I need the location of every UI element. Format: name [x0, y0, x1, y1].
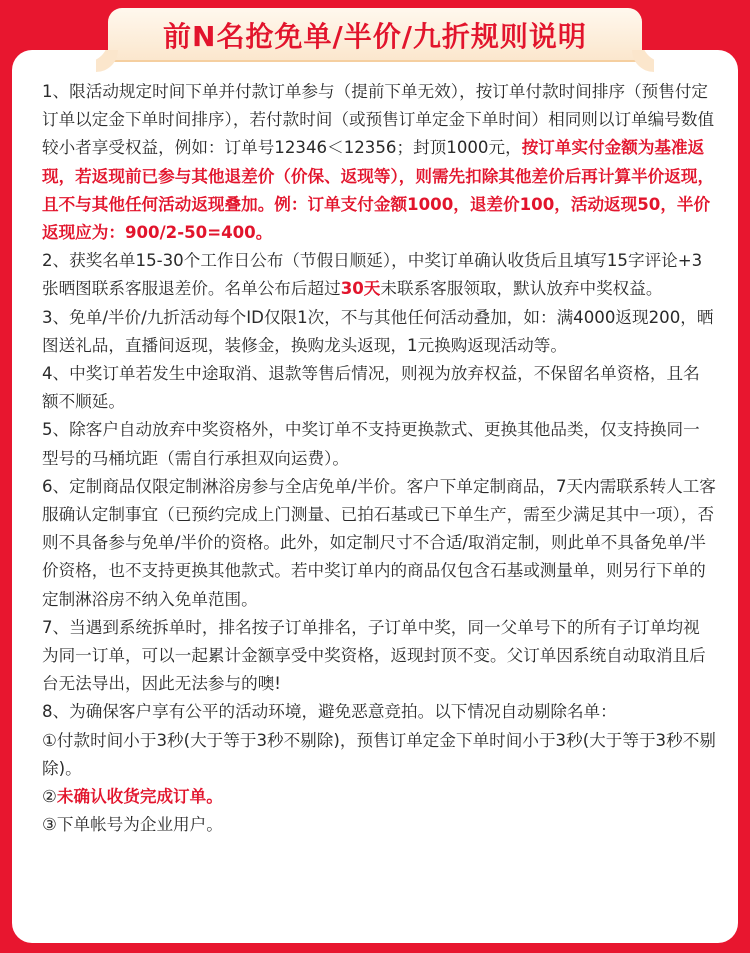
title-banner	[108, 8, 642, 62]
rule-6: 6、定制商品仅限定制淋浴房参与全店免单/半价。客户下单定制商品，7天内需联系转人工客服确认定制事宜（已预约完成上门测量、已拍石基或已下单生产，需至少满足其中一项），否则不具备参与免单/半价的资格。此外，如定制尺寸不合适/取消定制，则此单不具备免单/半价资格，也不支持更换其他款式。若中奖订单内的商品仅包含石基或测量单，则另行下单的定制淋浴房不纳入免单范围。	[42, 476, 716, 609]
rule-7: 7、当遇到系统拆单时，排名按子订单排名，子订单中奖，同一父单号下的所有子订单均视为同一订单，可以一起累计金额享受中奖资格，返现封顶不变。父订单因系统自动取消且后台无法导出，因此无法参与的噢!	[42, 617, 706, 694]
rule-8: 8、为确保客户享有公平的活动环境，避免恶意竞拍。以下情况自动剔除名单：	[42, 702, 617, 722]
rule-8-item-2-highlight: 未确认收货完成订单。	[56, 787, 223, 807]
rule-3: 3、免单/半价/九折活动每个ID仅限1次，不与其他任何活动叠加，如：满4000返现200，晒图送礼品，直播间返现，装修金，换购龙头返现，1元换购返现活动等。	[42, 307, 714, 355]
rule-1: 1、限活动规定时间下单并付款订单参与（提前下单无效），按订单付款时间排序（预售付定订单以定金下单时间排序），若付款时间（或预售订单定金下单时间）相同则以订单编号数值较小者享受权益，例如：订单号12346＜12356；封顶1000元，按订单实付金额为基准返现，若返现前已参与其他退差价（价保、返现等），则需先扣除其他差价后再计算半价返现，且不与其他任何活动返现叠加。例：订单支付金额1000，退差价100，活动返现50，半价返现应为：900/2-50=400。	[42, 82, 715, 243]
rule-8-item-1: ①付款时间小于3秒(大于等于3秒不剔除)，预售订单定金下单时间小于3秒(大于等于3秒不剔除)。	[42, 730, 716, 778]
rules-list	[42, 78, 716, 839]
page-title: 前N名抢免单/半价/九折规则说明	[163, 20, 587, 53]
rules-card	[12, 50, 738, 943]
rule-8-item-2: ②未确认收货完成订单。	[42, 787, 223, 807]
rule-4: 4、中奖订单若发生中途取消、退款等售后情况，则视为放弃权益，不保留名单资格，且名额不顺延。	[42, 364, 700, 412]
rule-2-highlight: 30天	[340, 279, 381, 299]
rule-8-item-3: ③下单帐号为企业用户。	[42, 815, 223, 835]
rule-5: 5、除客户自动放弃中奖资格外，中奖订单不支持更换款式、更换其他品类，仅支持换同一型号的马桶坑距（需自行承担双向运费）。	[42, 420, 700, 468]
rule-1-highlight: 按订单实付金额为基准返现，若返现前已参与其他退差价（价保、返现等），则需先扣除其他差价后再计算半价返现，且不与其他任何活动返现叠加。例：订单支付金额1000，退差价100，活动返现50，半价返现应为：900/2-50=400。	[42, 138, 715, 243]
rule-2: 2、获奖名单15-30个工作日公布（节假日顺延），中奖订单确认收货后且填写15字评论+3张晒图联系客服退差价。名单公布后超过30天未联系客服领取，默认放弃中奖权益。	[42, 251, 703, 299]
